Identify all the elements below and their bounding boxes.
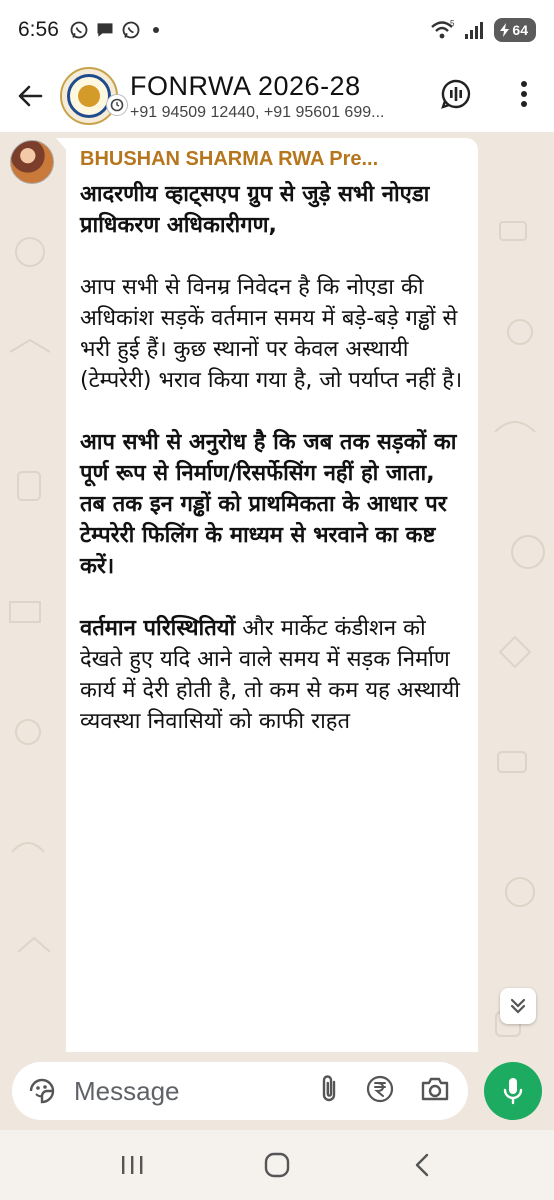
camera-icon xyxy=(420,1076,450,1102)
message-paragraph-2: आप सभी से विनम्र निवेदन है कि नोएडा की अधिकांश सड़कें वर्तमान समय में बड़े-बड़े गड्ढों से भरी हुई हैं। कुछ स्थानों पर केवल अस्थायी (टेम्परेरी) भराव किया गया है, जो पर्याप्त नहीं है। xyxy=(80,275,463,393)
message-bubble[interactable] xyxy=(66,138,478,1052)
battery-level: 64 xyxy=(512,22,528,38)
group-logo-ring xyxy=(67,74,111,118)
paperclip-icon xyxy=(318,1074,340,1104)
status-time: 6:56 xyxy=(18,18,59,41)
message-paragraph-3: आप सभी से अनुरोध है कि जब तक सड़कों का पूर्ण रूप से निर्माण/रिसर्फेसिंग नहीं हो जाता, तब तक इन गड्ढों को प्राथमिकता के आधार पर टेम्परेरी फिलिंग के माध्यम से भरवाने का कष्ट करें। xyxy=(80,430,457,579)
message-paragraph-4 xyxy=(80,613,464,737)
double-chevron-down-icon xyxy=(508,996,528,1016)
recent-apps-icon xyxy=(120,1154,144,1176)
emoji-sticker-button[interactable] xyxy=(24,1073,60,1109)
input-bar xyxy=(0,1052,554,1130)
voice-chat-button[interactable] xyxy=(436,74,476,114)
sender-name[interactable]: BHUSHAN SHARMA RWA Pre... xyxy=(80,148,379,170)
timer-icon xyxy=(110,98,124,112)
whatsapp-icon xyxy=(69,20,89,40)
more-vert-icon xyxy=(520,80,528,108)
message-input[interactable] xyxy=(74,1076,264,1107)
more-notifications-dot xyxy=(153,27,159,33)
recent-apps-button[interactable] xyxy=(102,1140,162,1190)
whatsapp-icon xyxy=(121,20,141,40)
voice-chat-icon xyxy=(440,78,472,110)
battery-indicator xyxy=(494,18,536,42)
chat-title: FONRWA 2026-28 xyxy=(130,70,361,101)
payment-button[interactable] xyxy=(366,1075,394,1107)
attach-button[interactable] xyxy=(318,1074,340,1108)
message-paragraph-4-bold: वर्तमान परिस्थितियों xyxy=(80,616,236,641)
home-button[interactable] xyxy=(247,1140,307,1190)
system-nav-bar xyxy=(0,1130,554,1200)
chat-area[interactable] xyxy=(0,132,554,1052)
microphone-icon xyxy=(502,1076,524,1106)
scroll-to-bottom-button[interactable] xyxy=(500,988,536,1024)
message-paragraph-4-rest: और मार्केट कंडीशन को देखते हुए यदि आने वाले समय में सड़क निर्माण कार्य में देरी होती है, तो कम से कम यह अस्थायी व्यवस्था निवासियों को काफी राहत xyxy=(80,616,460,734)
avatar-timer-badge xyxy=(106,94,128,116)
group-logo-core xyxy=(78,85,100,107)
sticker-icon xyxy=(27,1076,57,1106)
chat-info[interactable] xyxy=(130,71,420,122)
more-options-button[interactable] xyxy=(504,74,544,114)
system-back-button[interactable] xyxy=(392,1140,452,1190)
back-chevron-icon xyxy=(413,1152,431,1178)
status-bar xyxy=(0,0,554,60)
back-button[interactable] xyxy=(0,60,60,132)
message-icon xyxy=(95,20,115,40)
back-arrow-icon xyxy=(17,83,43,109)
home-icon xyxy=(263,1151,291,1179)
sender-avatar[interactable] xyxy=(10,140,54,184)
voice-message-button[interactable] xyxy=(484,1062,542,1120)
rupee-icon xyxy=(366,1075,394,1103)
charging-icon xyxy=(500,23,510,37)
compose-actions xyxy=(318,1074,450,1108)
chat-header xyxy=(0,60,554,132)
message-compose xyxy=(12,1062,468,1120)
message-paragraph-1: आदरणीय व्हाट्सएप ग्रुप से जुड़े सभी नोएडा प्राधिकरण अधिकारीगण, xyxy=(80,182,430,238)
camera-button[interactable] xyxy=(420,1076,450,1106)
wifi-icon xyxy=(430,19,456,41)
chat-participants: +91 94509 12440, +91 95601 699... xyxy=(130,103,385,121)
wifi-label: 5 xyxy=(450,19,455,28)
notification-icons xyxy=(69,20,159,40)
header-actions xyxy=(436,74,544,114)
system-status xyxy=(430,18,536,42)
signal-icon xyxy=(464,20,486,40)
